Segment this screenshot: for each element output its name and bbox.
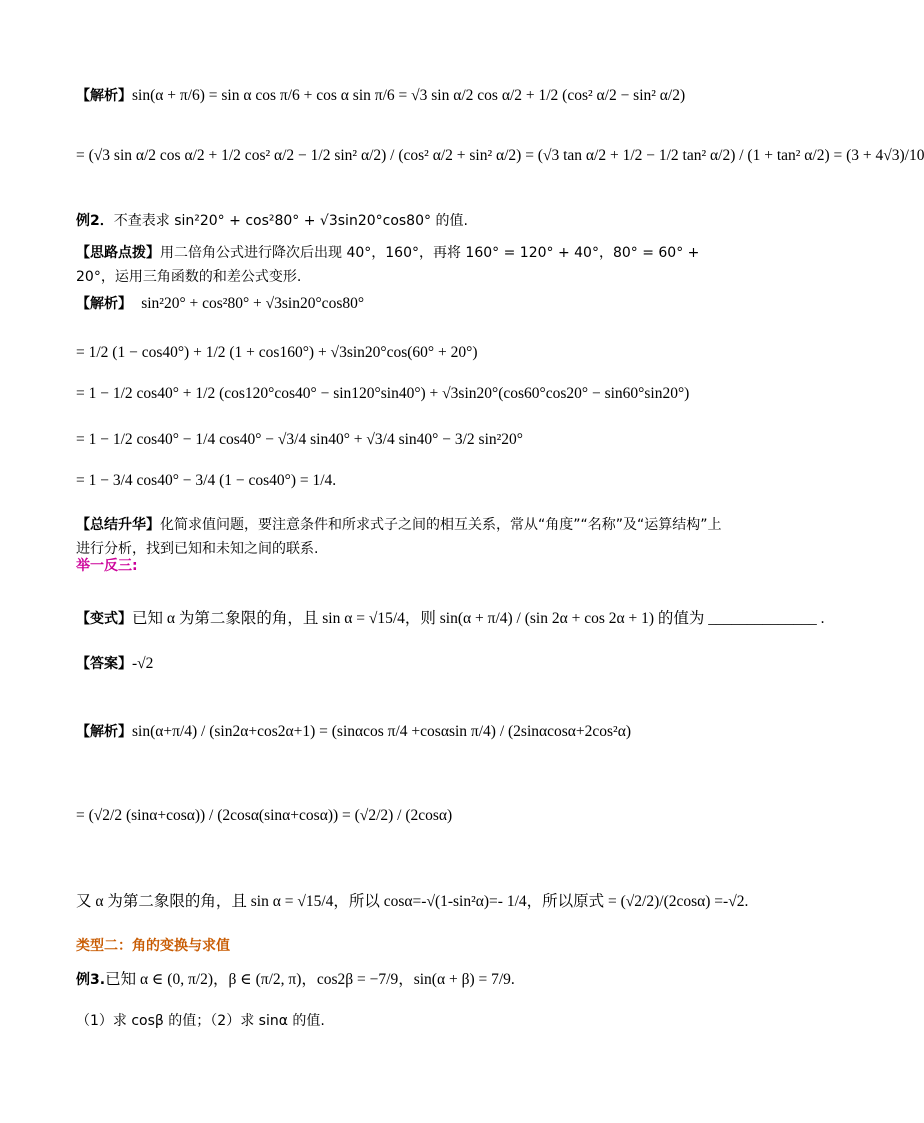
practice-heading <box>76 556 724 576</box>
solution-label: 【解析】 <box>76 296 132 312</box>
solution1-line1 <box>76 86 724 106</box>
solution2-line3 <box>76 430 724 450</box>
hint-text: 用二倍角公式进行降次后出现 40°，160°，再将 160° = 120° + 40°，80° = 60° + 20°，运用三角函数的和差公式变形. <box>76 245 700 285</box>
answer-line <box>76 654 724 674</box>
solution3-line2 <box>76 806 724 826</box>
solution3-formula-3: 又 α 为第二象限的角，且 sin α = √15/4，所以 cosα=-√(1-sin²α)=- 1/4，所以原式 = (√2/2)/(2cosα) =-√2. <box>76 893 749 910</box>
example-label: 例2． <box>76 213 114 229</box>
variant-label: 【变式】 <box>76 611 132 627</box>
example3-questions <box>76 1011 724 1031</box>
solution2-formula-3: = 1 − 1/2 cos40° − 1/4 cos40° − √3/4 sin40° + √3/4 sin40° − 3/2 sin²20° <box>76 431 523 448</box>
solution2-formula-0: sin²20° + cos²80° + √3sin20°cos80° <box>141 295 365 312</box>
solution3-line1 <box>76 722 724 742</box>
hint-label: 【思路点拨】 <box>76 245 160 261</box>
answer-label: 【答案】 <box>76 656 132 672</box>
summary-label: 【总结升华】 <box>76 517 160 533</box>
type2-heading-text: 类型二：角的变换与求值 <box>76 938 230 954</box>
example2 <box>76 211 724 231</box>
solution2-formula-1: = 1/2 (1 − cos40°) + 1/2 (1 + cos160°) + √3sin20°cos(60° + 20°) <box>76 344 478 361</box>
example3-questions-text: （1）求 cosβ 的值；（2）求 sinα 的值. <box>76 1013 325 1029</box>
solution2-formula-4: = 1 − 3/4 cos40° − 3/4 (1 − cos40°) = 1/4. <box>76 472 337 489</box>
answer-value: -√2 <box>132 655 154 672</box>
solution3-line3 <box>76 892 749 912</box>
variant-question <box>76 609 825 629</box>
hint-paragraph <box>76 241 724 289</box>
solution2-line4 <box>76 471 724 491</box>
solution1-formula-1: sin(α + π/6) = sin α cos π/6 + cos α sin π/6 = √3 sin α/2 cos α/2 + 1/2 (cos² α/2 − sin² α/2) <box>132 87 686 104</box>
solution3-formula-2: = (√2/2 (sinα+cosα)) / (2cosα(sinα+cosα)) = (√2/2) / (2cosα) <box>76 807 453 824</box>
variant-text: 已知 α 为第二象限的角，且 sin α = √15/4，则 sin(α + π/4) / (sin 2α + cos 2α + 1) 的值为 ______________ . <box>132 610 825 627</box>
solution2-line0 <box>76 294 724 314</box>
solution1-formula-2: = (√3 sin α/2 cos α/2 + 1/2 cos² α/2 − 1/2 sin² α/2) / (cos² α/2 + sin² α/2) = (√3 tan α/2 + 1/2 − 1/2 tan² α/2) / (1 + tan² α/2) = (3 + 4√3)/10 <box>76 147 924 164</box>
type2-heading <box>76 936 724 956</box>
example3-text: 已知 α ∈ (0, π/2)，β ∈ (π/2, π)，cos2β = −7/9，sin(α + β) = 7/9. <box>105 971 515 988</box>
solution2-formula-2: = 1 − 1/2 cos40° + 1/2 (cos120°cos40° − sin120°sin40°) + √3sin20°(cos60°cos20° − sin60°sin20°) <box>76 385 690 402</box>
practice-heading-text: 举一反三: <box>76 558 138 574</box>
solution-label: 【解析】 <box>76 724 132 740</box>
example-label: 例3. <box>76 972 106 988</box>
solution2-line1 <box>76 343 724 363</box>
solution2-line2 <box>76 384 724 404</box>
example2-text: 不查表求 sin²20° + cos²80° + √3sin20°cos80° 的值. <box>113 213 468 229</box>
solution3-formula-1: sin(α+π/4) / (sin2α+cos2α+1) = (sinαcos π/4 +cosαsin π/4) / (2sinαcosα+2cos²α) <box>132 723 631 740</box>
solution-label: 【解析】 <box>76 88 132 104</box>
solution1-line2 <box>76 146 924 166</box>
example3 <box>76 970 724 990</box>
summary-paragraph <box>76 513 724 561</box>
summary-text: 化简求值问题，要注意条件和所求式子之间的相互关系，常从“角度”“名称”及“运算结构”上进行分析，找到已知和未知之间的联系. <box>76 517 722 557</box>
